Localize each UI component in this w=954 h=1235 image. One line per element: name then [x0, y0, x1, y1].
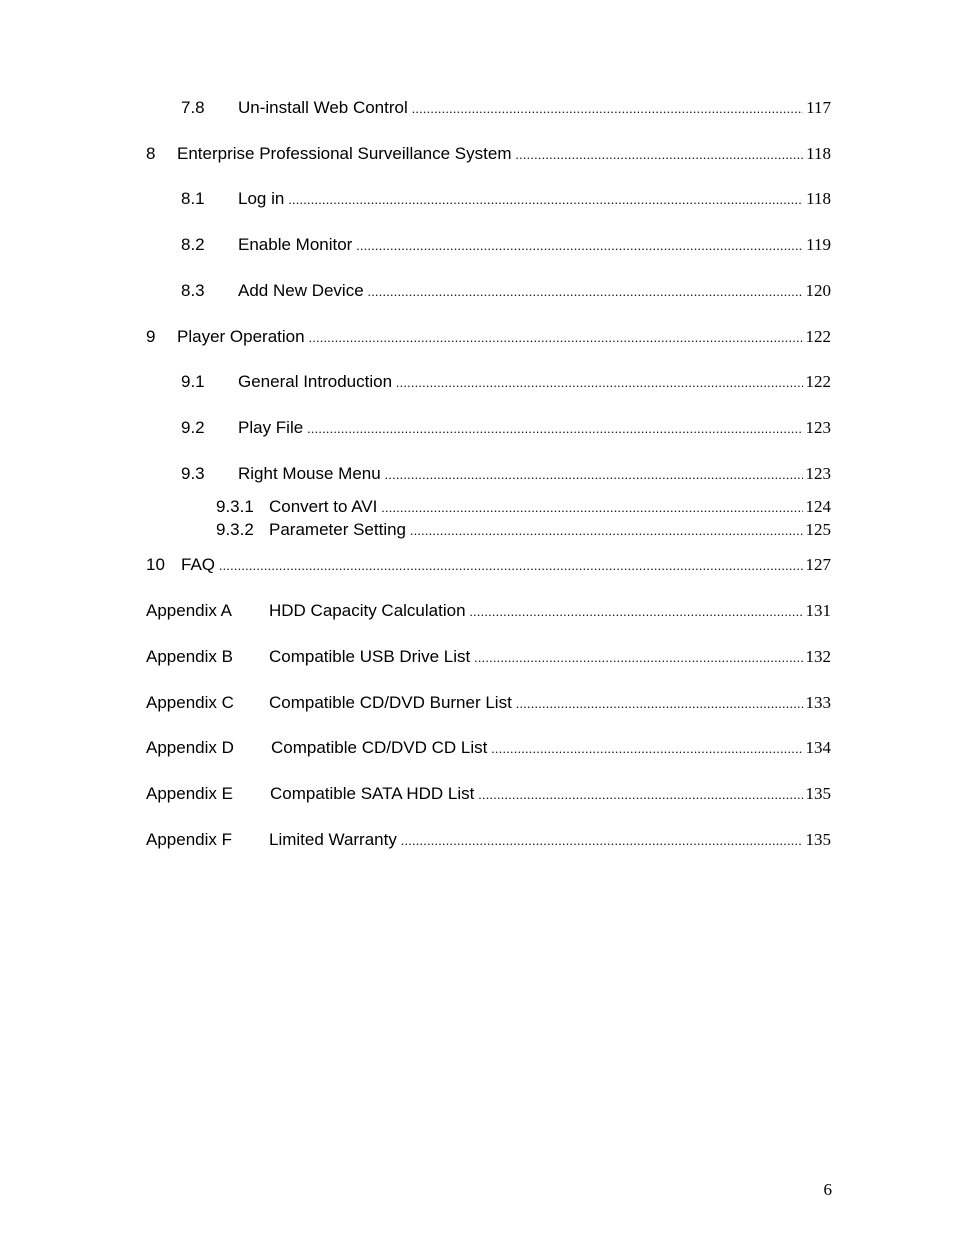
toc-dot-leader: [309, 327, 803, 349]
toc-entry-number: 9.1: [181, 372, 205, 391]
toc-entry-number: Appendix B: [146, 647, 233, 666]
toc-entry-number: 8: [146, 144, 156, 163]
toc-entry[interactable]: [146, 143, 831, 165]
toc-entry-page: 123: [805, 464, 831, 483]
toc-entry-title: Compatible CD/DVD CD List: [271, 738, 488, 757]
toc-entry-title: Un-install Web Control: [238, 98, 408, 117]
toc-entry[interactable]: [146, 829, 831, 851]
toc-entry[interactable]: [181, 371, 831, 393]
toc-entry-number: 8.2: [181, 235, 205, 254]
toc-dot-leader: [474, 647, 802, 669]
toc-entry-page: 118: [806, 144, 831, 163]
toc-entry-title: Play File: [238, 418, 304, 437]
toc-entry-title: Limited Warranty: [269, 830, 397, 849]
toc-entry-title: Compatible CD/DVD Burner List: [269, 693, 512, 712]
toc-entry-number: 8.3: [181, 281, 205, 300]
toc-entry-number: 7.8: [181, 98, 205, 117]
toc-entry-number: 9.2: [181, 418, 205, 437]
toc-entry[interactable]: [216, 496, 831, 518]
toc-entry[interactable]: [146, 600, 831, 622]
page-number: 6: [823, 1180, 832, 1199]
toc-entry-page: 131: [805, 601, 831, 620]
toc-entry-title: Parameter Setting: [269, 520, 407, 539]
toc-entry-title: Player Operation: [177, 327, 305, 346]
toc-entry[interactable]: [146, 692, 831, 714]
toc-entry[interactable]: [181, 234, 831, 256]
toc-entry-title: Enable Monitor: [238, 235, 353, 254]
toc-entry-number: Appendix C: [146, 693, 234, 712]
toc-entry-number: 9.3.1: [216, 497, 254, 516]
toc-entry-page: 125: [805, 520, 831, 539]
toc-dot-leader: [368, 281, 803, 303]
toc-entry-number: Appendix F: [146, 830, 232, 849]
toc-dot-leader: [401, 830, 803, 852]
toc-entry-page: 127: [805, 555, 831, 574]
toc-dot-leader: [478, 784, 802, 806]
toc-entry[interactable]: [146, 646, 831, 668]
toc-entry-page: 124: [805, 497, 831, 516]
toc-entry-page: 135: [805, 830, 831, 849]
toc-entry-title: General Introduction: [238, 372, 393, 391]
toc-entry-page: 132: [805, 647, 831, 666]
toc-dot-leader: [288, 189, 803, 211]
toc-dot-leader: [307, 418, 802, 440]
toc-entry-number: 9.3: [181, 464, 205, 483]
toc-entry-title: FAQ: [181, 555, 216, 574]
toc-dot-leader: [515, 144, 803, 166]
toc-entry[interactable]: [181, 417, 831, 439]
toc-entry[interactable]: [146, 326, 831, 348]
toc-entry-number: Appendix E: [146, 784, 233, 803]
toc-entry-number: 8.1: [181, 189, 205, 208]
toc-entry[interactable]: [181, 188, 831, 210]
toc-entry[interactable]: [146, 783, 831, 805]
toc-dot-leader: [410, 520, 802, 542]
toc-entry-title: Convert to AVI: [269, 497, 378, 516]
toc-entry-title: Compatible USB Drive List: [269, 647, 471, 666]
toc-entry-title: Compatible SATA HDD List: [270, 784, 475, 803]
toc-entry-page: 123: [805, 418, 831, 437]
toc-dot-leader: [412, 98, 803, 120]
toc-entry-page: 122: [805, 327, 831, 346]
toc-entry-page: 133: [805, 693, 831, 712]
toc-entry-page: 134: [805, 738, 831, 757]
toc-entry-page: 135: [805, 784, 831, 803]
toc-entry-title: HDD Capacity Calculation: [269, 601, 466, 620]
toc-entry-page: 119: [806, 235, 831, 254]
toc-entry-page: 117: [806, 98, 831, 117]
toc-entry-title: Log in: [238, 189, 285, 208]
toc-entry-number: 10: [146, 555, 165, 574]
toc-dot-leader: [385, 464, 803, 486]
toc-entry-title: Add New Device: [238, 281, 364, 300]
toc-entry[interactable]: [146, 554, 831, 576]
toc-entry[interactable]: [216, 519, 831, 541]
toc-dot-leader: [381, 497, 802, 519]
toc-dot-leader: [491, 738, 802, 760]
toc-entry[interactable]: [181, 97, 831, 119]
toc-entry-number: Appendix A: [146, 601, 233, 620]
toc-dot-leader: [396, 372, 802, 394]
toc-entry[interactable]: [146, 737, 831, 759]
toc-entry-page: 118: [806, 189, 831, 208]
toc-dot-leader: [470, 601, 803, 623]
toc-entry[interactable]: [181, 463, 831, 485]
toc-entry-page: 120: [805, 281, 831, 300]
toc-dot-leader: [516, 693, 803, 715]
toc-entry-title: Enterprise Professional Surveillance System: [177, 144, 512, 163]
toc-entry-number: 9.3.2: [216, 520, 254, 539]
toc-dot-leader: [356, 235, 803, 257]
toc-entry-page: 122: [805, 372, 831, 391]
toc-entry-title: Right Mouse Menu: [238, 464, 381, 483]
toc-entry-number: 9: [146, 327, 156, 346]
toc-entry-number: Appendix D: [146, 738, 234, 757]
toc-dot-leader: [219, 555, 802, 577]
toc-entry[interactable]: [181, 280, 831, 302]
